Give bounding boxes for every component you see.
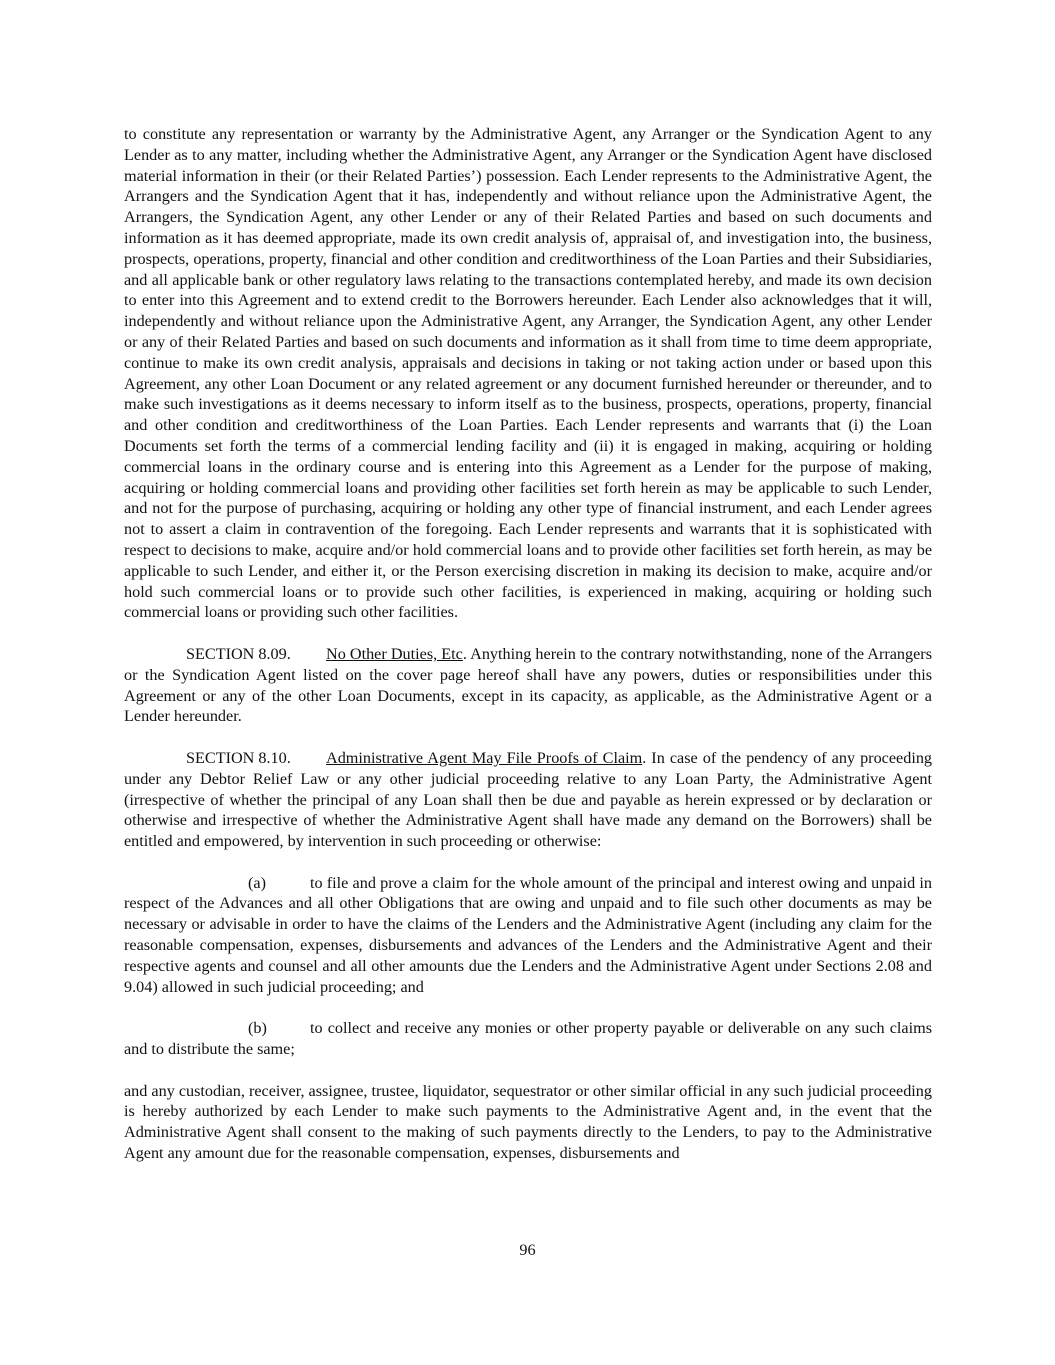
clause-body: to file and prove a claim for the whole amount of the principal and interest owing and unpaid in respect of the Advances and all other Obligations that are owing and unpaid and to file such other documents as may be necessary or advisable in order to have the claims of the Lenders and the Administrative Agent (including any claim for the reasonable compensation, expenses, disbursements and advances of the Lenders and the Administrative Agent and their respective agents and counsel and all other amounts due the Lenders and the Administrative Agent under Sections 2.08 and 9.04) allowed in such judicial proceeding; and [124,873,932,996]
page-number: 96 [519,1241,536,1259]
clause-a [124,873,932,998]
section-8-10 [124,748,932,852]
document-body [124,124,932,1185]
section-number: SECTION 8.10. [186,748,291,767]
clause-b [124,1018,932,1060]
section-body: . Anything herein to the contrary notwithstanding, none of the Arrangers or the Syndication Agent listed on the cover page hereof shall have any powers, duties or responsibilities under this Agreement or any of the other Loan Documents, except in its capacity, as applicable, as the Administrative Agent or a Lender hereunder. [124,644,932,726]
clause-label: (a) [248,873,266,892]
section-number: SECTION 8.09. [186,644,291,663]
clause-body: to collect and receive any monies or other property payable or deliverable on any such claims and to distribute the same; [124,1019,932,1059]
section-heading: No Other Duties, Etc [326,644,463,663]
clause-label: (b) [248,1019,267,1038]
paragraph-continuation: to constitute any representation or warranty by the Administrative Agent, any Arranger or the Syndication Agent to any Lender as to any matter, including whether the Administrative Agent, any Arranger or the Syndication Agent have disclosed material information in their (or their Related Parties’) possession. Each Lender represents to the Administrative Agent, the Arrangers and the Syndication Agent that it has, independently and without reliance upon the Administrative Agent, the Arrangers, the Syndication Agent, any other Lender or any of their Related Parties and based on such documents and information as it has deemed appropriate, made its own credit analysis of, appraisal of, and investigation into, the business, prospects, operations, property, financial and other condition and creditworthiness of the Loan Parties and their Subsidiaries, and all applicable bank or other regulatory laws relating to the transactions contemplated hereby, and made its own decision to enter into this Agreement and to extend credit to the Borrowers hereunder. Each Lender also acknowledges that it will, independently and without reliance upon the Administrative Agent, any Arranger, the Syndication Agent, any other Lender or any of their Related Parties and based on such documents and information as it shall from time to time deem appropriate, continue to make its own credit analysis, appraisals and decisions in taking or not taking action under or based upon this Agreement, any other Loan Document or any related agreement or any document furnished hereunder or thereunder, and to make such investigations as it deems necessary to inform itself as to the business, prospects, operations, property, financial and other condition and creditworthiness of the Loan Parties. Each Lender represents and warrants that (i) the Loan Documents set forth the terms of a commercial lending facility and (ii) it is engaged in making, acquiring or holding commercial loans in the ordinary course and is entering into this Agreement as a Lender for the purpose of making, acquiring or holding commercial loans and providing other facilities set forth herein as may be applicable to such Lender, and not for the purpose of purchasing, acquiring or holding any other type of financial instrument, and each Lender agrees not to assert a claim in contravention of the foregoing. Each Lender represents and warrants that it is sophisticated with respect to decisions to make, acquire and/or hold commercial loans and to provide other facilities set forth herein, as may be applicable to such Lender, and either it, or the Person exercising discretion in making its decision to make, acquire and/or hold such commercial loans or to provide such other facilities, is experienced in making, acquiring or holding such commercial loans or providing such other facilities. [124,125,932,622]
section-body: . In case of the pendency of any proceeding under any Debtor Relief Law or any other judicial proceeding relative to any Loan Party, the Administrative Agent (irrespective of whether the principal of any Loan shall then be due and payable as herein expressed or by declaration or otherwise and irrespective of whether the Administrative Agent shall have made any demand on the Borrowers) shall be entitled and empowered, by intervention in such proceeding or otherwise: [124,748,933,851]
closing-paragraph: and any custodian, receiver, assignee, trustee, liquidator, sequestrator or other similar official in any such judicial proceeding is hereby authorized by each Lender to make such payments to the Administrative Agent and, in the event that the Administrative Agent shall consent to the making of such payments directly to the Lenders, to pay to the Administrative Agent any amount due for the reasonable compensation, expenses, disbursements and [124,1081,932,1163]
section-heading: Administrative Agent May File Proofs of Claim [326,748,643,767]
section-8-09 [124,644,932,727]
